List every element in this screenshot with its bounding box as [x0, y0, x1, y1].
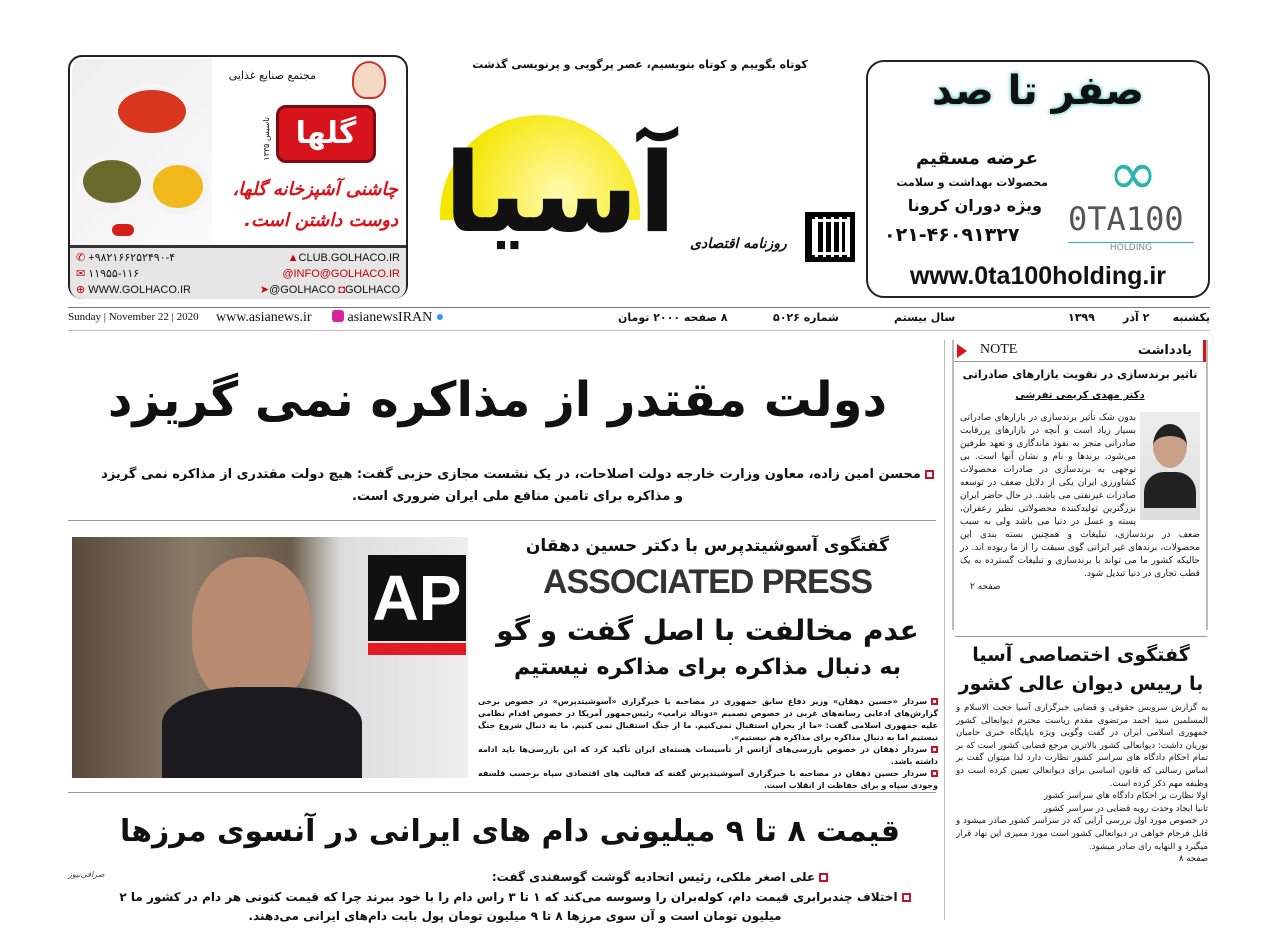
note-label-en: NOTE	[980, 342, 1018, 357]
interview-paragraph: در خصوص مورد اول بررسی آرایی که در سراسر کشور صادر میشود و قابل فرجام خواهی در دیوانعالی کشور است مورد ممیزی این نهاد قرار میگیرد و النهایه رای صادر میشود.	[956, 816, 1208, 852]
watermark: صرافی‌نیوز	[68, 870, 105, 879]
interview-body	[956, 702, 1208, 866]
0ta100-advertisement[interactable]	[866, 60, 1210, 298]
ad-company: مجتمع صنایع غذایی	[228, 69, 316, 82]
interview-point: اولا نظارت بر احکام دادگاه های سراسر کشور	[1043, 791, 1208, 802]
ad-title: صفر تا صد	[932, 68, 1144, 114]
ad-telegram[interactable]: ➤@GOLHACO	[259, 284, 336, 296]
ap-headline-2[interactable]: به دنبال مذاکره برای مذاکره نیستیم	[514, 655, 901, 680]
golha-advertisement[interactable]	[68, 55, 408, 299]
verified-icon: ●	[435, 310, 445, 325]
pages-price: ۸ صفحه ۲۰۰۰ تومان	[618, 311, 728, 324]
date: ۲ آذر	[1123, 311, 1150, 324]
ap-bullet: سردار حسین دهقان در مصاحبه با خبرگزاری آسوشیتدپرس گفته که فعالیت های اقتصادی سپاه برحسب فلسفه وجودی سپاه و برای حفاظت از انقلاب است.	[478, 769, 938, 790]
livestock-body: اختلاف چندبرابری قیمت دام، کوله‌بران را وسوسه می‌کند که ۱ تا ۳ راس دام را با خود ببرند چرا که قیمت کنونی هر دام در کشور ما ۲ میلیون تومان است و آن سوی مرزها ۸ تا ۹ میلیون تومان پول بابت دام‌های ایرانی می‌دهند.	[110, 888, 920, 926]
instagram-link[interactable]: asianewsIRAN ●	[332, 310, 444, 326]
brand-sub: HOLDING	[1068, 242, 1194, 253]
english-date: Sunday | November 22 | 2020	[68, 311, 199, 323]
ad-club-link[interactable]: ▲CLUB.GOLHACO.IR	[287, 252, 400, 264]
lead-headline[interactable]: دولت مقتدر از مذاکره نمی گریزد	[107, 372, 888, 428]
ad-email[interactable]: @INFO@GOLHACO.IR	[282, 268, 400, 280]
ad-line-1: عرضه مسقیم	[916, 148, 1038, 169]
ap-logo: AP	[368, 555, 466, 641]
ap-bullets	[478, 696, 938, 792]
chef-icon	[352, 61, 386, 99]
ad-pobox: ✉ ۱۱۹۵۵-۱۱۶	[76, 268, 140, 280]
interview-headline-2[interactable]: با رییس دیوان عالی کشور	[958, 673, 1204, 695]
masthead-subtitle: روزنامه اقتصادی	[690, 236, 787, 252]
note-page[interactable]: صفحه ۲	[970, 582, 1001, 592]
note-label: یادداشت	[1137, 343, 1192, 358]
bullet-icon	[925, 470, 934, 479]
founded-year: تاسیس ۱۳۳۵	[262, 117, 271, 161]
website-link[interactable]: www.asianews.ir	[216, 310, 312, 325]
date-bar	[68, 310, 1210, 328]
dehghan-photo	[72, 537, 468, 778]
masthead-slogan: کوتاه بگوییم و کوتاه بنویسیم، عصر پرگویی و پرنویسی گذشت	[472, 58, 808, 71]
note-author: دکتر مهدی کریمی تفرشی	[1015, 390, 1145, 401]
interview-headline-1[interactable]: گفتگوی اختصاصی آسیا	[972, 644, 1190, 666]
interview-paragraph: به گزارش سرویس حقوقی و قضایی خبرگزاری آسیا حجت الاسلام و المسلمین سید احمد مرتضوی مقدم ریاست محترم دیوانعالی کشور جمهوری اسلامی ایران در گفت وگویی ویژه باپایگاه خبری حامیان نوریان داشت: دیوانعالی کشور بالاترین مرجع قضایی کشور است که بر تمام احکام دادگاه های سراسر کشور نظارت دارد لذا میتوان گفت بر اساس رسالتی که قانون اساسی برای دیوانعالی تعیین کرده است دو وظیفه مهم ذکر کرده است.	[956, 703, 1208, 789]
livestock-source: علی اصغر ملکی، رئیس اتحادیه گوشت گوسفندی گفت:	[400, 870, 920, 884]
ap-bullet: سردار «حسین دهقان» وزیر دفاع سابق جمهوری در مصاحبه با خبرگزاری «آسوشیتدپرس» در خصوص برخی گزارش‌های ادعایی رسانه‌های غربی در خصوص تصمیم «دونالد ترامپ» رئیس‌جمهور آمریکا در خصوص اقدام نظامی علیه جمهوری اسلامی گفت: «ما از بحران استقبال نمی‌کنیم. ما از جنگ استقبال نمی کنیم. ما به دنبال شروع جنگ نیستیم اما به دنبال مذاکره برای مذاکره هم نیستیم».	[478, 697, 938, 742]
bullet-icon	[819, 873, 828, 882]
ad-line-2: محصولات بهداشت و سلامت	[896, 176, 1048, 189]
brand-name: 0TA100	[1068, 200, 1184, 238]
ad-instagram[interactable]: ◘GOLHACO	[338, 284, 400, 296]
note-box	[952, 340, 1208, 630]
infinity-logo-icon: ∞	[1108, 139, 1158, 209]
ad-phone[interactable]: ✆ +۹۸۲۱۶۶۲۵۲۴۹۰-۴	[76, 252, 176, 264]
note-body: بدون شک تأثیر برندسازی در بازارهای صادراتی بسیار زیاد است و آنچه در بازارهای پررقابت صادراتی منجر به نفوذ ماندگاری و تعهد طرفین می‌شود، برندها و نام و نشان آنها است. بی توجهی به برندسازی در صادرات محصولات کشاورزی ایران یکی از دلایل ضعف در توسعه صادرات غیرنفتی می باشد. در حال حاضر ایران بزرگترین تولیدکننده محصولاتی نظیر زعفران، پسته و عسل در دنیا می باشد ولی به سبب ضعف در برندسازی، تبلیغات و همچنین بسته بندی این محصولات، برندهای غیر ایرانی گوی سبقت را از ما ربوده اند. در حالیکه کشور ما می تواند با برندسازی و تبلیغات گسترده به یک قطب تجاری در دنیا تبدیل شود. صفحه ۲	[960, 413, 1200, 592]
ad-web[interactable]: ⊕ WWW.GOLHACO.IR	[76, 284, 191, 296]
bullet-icon	[902, 893, 911, 902]
masthead-logo: آسیا	[443, 129, 677, 257]
issue-number: شماره ۵۰۲۶	[773, 311, 839, 324]
weekday: یکشنبه	[1172, 311, 1210, 324]
ad-contact-bar	[70, 245, 406, 299]
interview-point: ثانیا ایجاد وحدت رویه قضایی در سراسر کشور	[1043, 803, 1208, 814]
interview-page[interactable]: صفحه ۸	[1178, 854, 1208, 865]
ap-bullet: سردار دهقان در خصوص بازرسی‌های آژانس از تأسیسات هسته‌ای ایران تأکید کرد که این بازرسی‌ها باید ادامه داشته باشد.	[478, 745, 938, 766]
lead-summary: محسن امین زاده، معاون وزارت خارجه دولت اصلاحات، در یک نشست مجازی حزبی گفت: هیچ دولت مقتدری از مذاکره نمی گریزد و مذاکره برای تامین منافع ملی ایران ضروری است.	[100, 464, 935, 508]
ad-url[interactable]: www.0ta100holding.ir	[909, 262, 1167, 290]
ad-slogan-2: دوست داشتن است.	[244, 210, 398, 231]
ad-slogan-1: چاشنی آشپزخانه گلها،	[232, 179, 398, 200]
year-number: ۱۳۹۹	[1068, 311, 1095, 324]
note-header	[954, 340, 1206, 362]
play-icon	[957, 344, 967, 358]
instagram-icon	[332, 310, 344, 322]
ap-headline-1[interactable]: عدم مخالفت با اصل گفت و گو	[496, 614, 919, 647]
ap-brand: ASSOCIATED PRESS	[542, 563, 873, 601]
ad-phone[interactable]: ۰۲۱-۴۶۰۹۱۳۲۷	[884, 224, 1020, 246]
ad-line-3: ویژه دوران کرونا	[907, 196, 1042, 215]
year-label: سال بیستم	[894, 311, 956, 324]
ap-kicker: گفتگوی آسوشیتدپرس با دکتر حسین دهقان	[525, 536, 890, 556]
note-title[interactable]: تاثیر برندسازی در تقویت بازارهای صادراتی	[962, 368, 1198, 381]
golha-logo: گلها	[276, 105, 376, 163]
spice-bowls-image	[72, 59, 212, 245]
livestock-headline[interactable]: قیمت ۸ تا ۹ میلیونی دام های ایرانی در آنسوی مرزها	[119, 814, 901, 849]
qr-code-icon[interactable]	[805, 212, 855, 262]
